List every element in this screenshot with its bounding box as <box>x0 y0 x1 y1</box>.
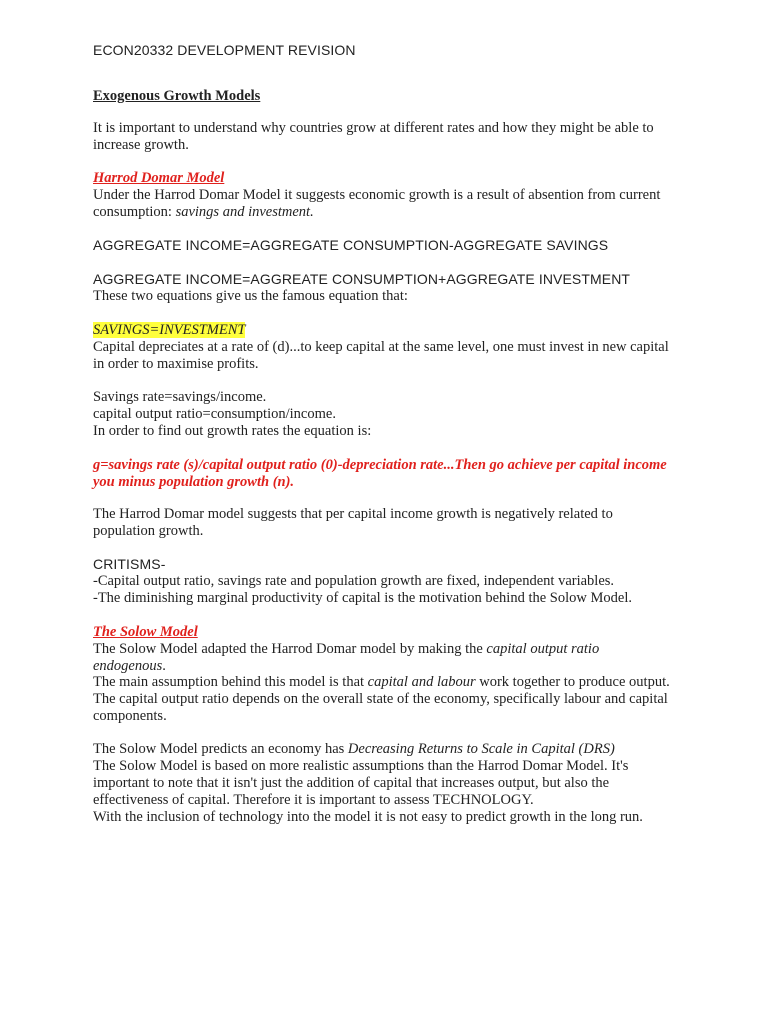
solow-p1-text: The Solow Model adapted the Harrod Domar model by making the <box>93 641 487 657</box>
solow-heading: The Solow Model <box>93 624 198 640</box>
solow-paragraph-4: The Solow Model is based on more realistic assumptions than the Harrod Domar Model. It's important to note that it isn't just the addition of capital that increases output, but also the effectiveness of capital. Therefore it is important to assess TECHNOLOGY. <box>93 758 629 808</box>
capital-output-definition: capital output ratio=consumption/income. <box>93 406 336 422</box>
harrod-intro-paragraph <box>93 187 683 221</box>
growth-equation: g=savings rate (s)/capital output ratio (0)-depreciation rate...Then go achieve per capital income you minus population growth (n). <box>93 457 667 490</box>
solow-p1-italic: capital output ratio endogenous <box>93 641 600 674</box>
harrod-conclusion: The Harrod Domar model suggests that per capital income growth is negatively related to population growth. <box>93 506 613 539</box>
solow-p3-italic: Decreasing Returns to Scale in Capital (DRS) <box>347 741 615 757</box>
critism-item: -Capital output ratio, savings rate and population growth are fixed, independent variables. <box>93 573 615 589</box>
depreciation-paragraph: Capital depreciates at a rate of (d)...to keep capital at the same level, one must invest in new capital in order to maximise profits. <box>93 339 669 372</box>
solow-p2-text: The main assumption behind this model is that <box>93 674 368 690</box>
solow-p3-text: The Solow Model predicts an economy has <box>93 741 348 757</box>
savings-investment-highlight: SAVINGS=INVESTMENT <box>93 322 246 338</box>
growth-rate-intro: In order to find out growth rates the equation is: <box>93 423 372 439</box>
solow-paragraph-1 <box>93 641 653 675</box>
document-header: ECON20332 DEVELOPMENT REVISION <box>93 42 356 58</box>
equation-note: These two equations give us the famous equation that: <box>93 288 408 304</box>
section-title: Exogenous Growth Models <box>93 88 261 104</box>
solow-p2-italic: capital and labour <box>367 674 476 690</box>
solow-paragraph-5: With the inclusion of technology into the model it is not easy to predict growth in the long run. <box>93 809 643 825</box>
solow-p1-suffix: . <box>162 658 166 674</box>
harrod-intro-text: Under the Harrod Domar Model it suggests economic growth is a result of absention from current consumption: <box>93 187 661 220</box>
solow-p2-suffix: work together to produce output. The capital output ratio depends on the overall state of the economy, specifically labour and capital components. <box>93 674 670 724</box>
harrod-domar-heading: Harrod Domar Model <box>93 170 225 186</box>
harrod-intro-italic: savings and investment. <box>175 204 314 220</box>
critism-item: -The diminishing marginal productivity of capital is the motivation behind the Solow Model. <box>93 590 632 606</box>
equation-income-savings: AGGREGATE INCOME=AGGREGATE CONSUMPTION-AGGREGATE SAVINGS <box>93 237 609 253</box>
equation-income-investment: AGGREGATE INCOME=AGGREATE CONSUMPTION+AGGREGATE INVESTMENT <box>93 271 631 287</box>
savings-investment-line <box>93 322 683 339</box>
critisms-title: CRITISMS- <box>93 556 166 572</box>
intro-paragraph: It is important to understand why countries grow at different rates and how they might be able to increase growth. <box>93 120 654 153</box>
solow-paragraph-3 <box>93 741 673 758</box>
savings-rate-definition: Savings rate=savings/income. <box>93 389 267 405</box>
solow-paragraph-2 <box>93 674 673 725</box>
